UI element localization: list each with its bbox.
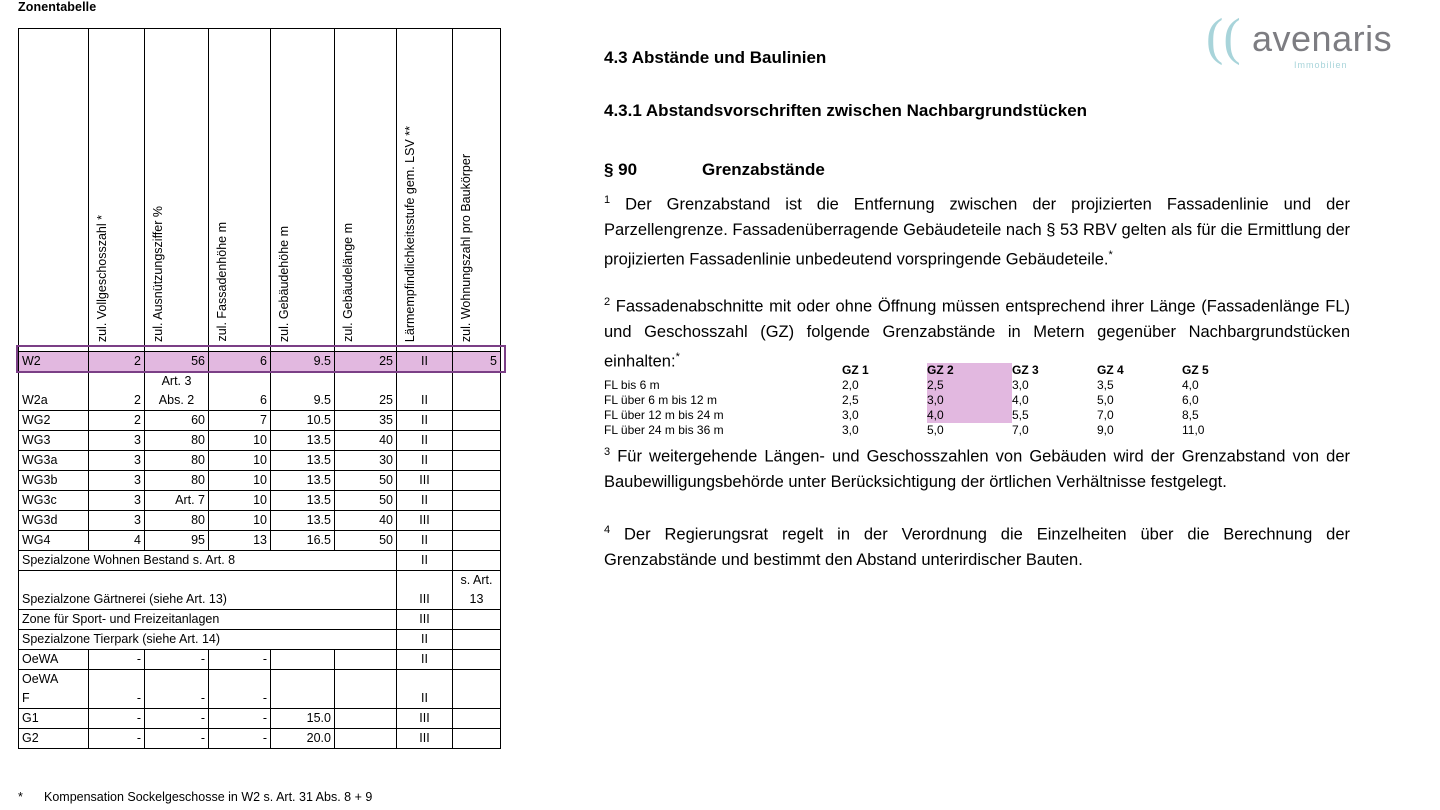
cell-fh: - <box>209 729 271 749</box>
cell-fh: - <box>209 650 271 670</box>
gz-cell-gz3: 4,0 <box>1012 393 1029 407</box>
gz-row-24-36m <box>604 423 1267 438</box>
cell-zone: WG3a <box>19 451 89 471</box>
table-row-wg4 <box>19 531 501 551</box>
gz-header-gz4: GZ 4 <box>1097 363 1124 377</box>
gz-cell-gz5: 8,5 <box>1182 408 1199 422</box>
cell-les: III <box>397 729 453 749</box>
paragraph-title: Grenzabstände <box>702 160 825 179</box>
cell-gl <box>335 729 397 749</box>
grenzabstand-table <box>604 363 1267 438</box>
cell-fh: 6 <box>209 352 271 372</box>
cell-zone: G1 <box>19 709 89 729</box>
cell-gl: 50 <box>335 471 397 491</box>
cell-wz <box>453 511 501 531</box>
table-row-w2a <box>19 372 501 411</box>
gz-cell-gz5: 4,0 <box>1182 378 1199 392</box>
cell-les: III <box>397 511 453 531</box>
cell-gl <box>335 670 397 709</box>
zonentabelle-table <box>18 28 501 749</box>
cell-les: II <box>397 491 453 511</box>
cell-label: Spezialzone Tierpark (siehe Art. 14) <box>19 630 397 650</box>
cell-vg: - <box>89 729 145 749</box>
header-cell-vollgeschosszahl <box>89 29 145 352</box>
cell-gl: 25 <box>335 372 397 411</box>
gz-header-gz3: GZ 3 <box>1012 363 1039 377</box>
cell-wz <box>453 709 501 729</box>
cell-fh: 10 <box>209 471 271 491</box>
cell-az <box>145 372 209 411</box>
cell-az: - <box>145 709 209 729</box>
cell-vg: 2 <box>89 411 145 431</box>
cell-les: II <box>397 431 453 451</box>
cell-wz <box>453 551 501 571</box>
gz-row-label: FL über 12 m bis 24 m <box>604 408 724 422</box>
header-label: Lärmempfindlichkeitsstufe gem. LSV ** <box>403 125 417 342</box>
cell-fh: - <box>209 670 271 709</box>
cell-wz <box>453 491 501 511</box>
cell-az: 80 <box>145 431 209 451</box>
paragraph-2-text: Fassadenabschnitte mit oder ohne Öffnung müssen entsprechend ihrer Länge (Fassadenlänge FL) und Geschosszahl (GZ) folgende Grenzabstände in Metern gegenüber Nachbargrundstücken einhalten: <box>604 297 1350 370</box>
header-label: zul. Vollgeschosszahl * <box>95 214 109 342</box>
table-row-wg3 <box>19 431 501 451</box>
cell-vg: 3 <box>89 431 145 451</box>
cell-wz <box>453 610 501 630</box>
heading-4-3: 4.3 Abstände und Baulinien <box>604 48 827 67</box>
cell-fh: 10 <box>209 431 271 451</box>
table-row-spezialzone-wohnen <box>19 551 501 571</box>
header-label: zul. Gebäudehöhe m <box>277 225 291 342</box>
cell-zone: WG3 <box>19 431 89 451</box>
gz-header-gz1: GZ 1 <box>842 363 869 377</box>
cell-wz <box>453 729 501 749</box>
header-cell-gebaeudehoehe <box>271 29 335 352</box>
cell-gh: 9.5 <box>271 372 335 411</box>
cell-fh: - <box>209 709 271 729</box>
cell-les: II <box>397 352 453 372</box>
avenaris-logo <box>1206 6 1416 78</box>
gz-header-blank <box>604 363 842 378</box>
cell-fh: 10 <box>209 451 271 471</box>
cell-vg: 2 <box>89 352 145 372</box>
table-row-wg2 <box>19 411 501 431</box>
cell-az: 95 <box>145 531 209 551</box>
table-row-zone-sport-freizeit <box>19 610 501 630</box>
gz-row-label: FL bis 6 m <box>604 378 660 392</box>
gz-cell-gz3: 5,5 <box>1012 408 1029 422</box>
cell-gh: 13.5 <box>271 471 335 491</box>
cell-vg: - <box>89 670 145 709</box>
gz-cell-gz2: 5,0 <box>927 423 944 437</box>
cell-wz-line2: 13 <box>469 592 484 606</box>
cell-les: III <box>397 709 453 729</box>
paragraph-4 <box>604 518 1350 573</box>
cell-gh: 13.5 <box>271 451 335 471</box>
cell-vg: 3 <box>89 491 145 511</box>
header-label: zul. Wohnungszahl pro Baukörper <box>459 153 473 342</box>
zonentabelle-title: Zonentabelle <box>18 0 97 14</box>
cell-zone: WG3c <box>19 491 89 511</box>
table-row-g2 <box>19 729 501 749</box>
header-label: zul. Ausnützungsziffer % <box>151 206 165 342</box>
cell-gl <box>335 709 397 729</box>
logo-wordmark: avenaris <box>1252 18 1393 59</box>
gz-header-gz5: GZ 5 <box>1182 363 1209 377</box>
cell-gl: 30 <box>335 451 397 471</box>
header-cell-ausnuetzungsziffer <box>145 29 209 352</box>
header-cell-wohnungszahl <box>453 29 501 352</box>
cell-gl: 40 <box>335 431 397 451</box>
cell-label: Spezialzone Gärtnerei (siehe Art. 13) <box>19 571 397 610</box>
cell-az: 80 <box>145 471 209 491</box>
cell-wz <box>453 372 501 411</box>
footnote-marker: * <box>18 790 23 804</box>
cell-az: 80 <box>145 451 209 471</box>
gz-cell-gz1: 2,5 <box>842 393 859 407</box>
cell-wz <box>453 531 501 551</box>
logo-mark-icon: (( <box>1206 9 1241 66</box>
cell-gl: 40 <box>335 511 397 531</box>
cell-les: II <box>397 372 453 411</box>
paragraph-2-footnote-marker: * <box>675 350 680 363</box>
paragraph-3 <box>604 440 1350 495</box>
cell-fh: 10 <box>209 491 271 511</box>
cell-az-line1: Art. 3 <box>161 374 192 388</box>
gz-header-row <box>604 363 1267 378</box>
cell-az: Art. 7 <box>145 491 209 511</box>
gz-cell-gz1: 3,0 <box>842 423 859 437</box>
cell-zone: WG2 <box>19 411 89 431</box>
cell-les: II <box>397 551 453 571</box>
header-cell-laermempfindlichkeitsstufe <box>397 29 453 352</box>
table-row-w2 <box>19 352 501 372</box>
cell-fh: 6 <box>209 372 271 411</box>
cell-gl: 50 <box>335 491 397 511</box>
table-row-spezialzone-tierpark <box>19 630 501 650</box>
cell-les: II <box>397 451 453 471</box>
table-row-oewa <box>19 650 501 670</box>
cell-zone: W2 <box>19 352 89 372</box>
cell-wz <box>453 431 501 451</box>
cell-vg: 3 <box>89 511 145 531</box>
gz-row-6-12m <box>604 393 1267 408</box>
cell-zone-line1: OeWA <box>22 672 59 686</box>
header-label: zul. Gebäudelänge m <box>341 223 355 342</box>
cell-fh: 7 <box>209 411 271 431</box>
gz-cell-gz4: 7,0 <box>1097 408 1114 422</box>
gz-row-bis-6m <box>604 378 1267 393</box>
gz-cell-gz4: 9,0 <box>1097 423 1114 437</box>
cell-gh: 13.5 <box>271 431 335 451</box>
cell-az: 56 <box>145 352 209 372</box>
cell-gh: 13.5 <box>271 491 335 511</box>
cell-les: II <box>397 531 453 551</box>
cell-zone: WG4 <box>19 531 89 551</box>
table-row-spezialzone-gaertnerei <box>19 571 501 610</box>
cell-wz <box>453 630 501 650</box>
cell-zone: OeWA <box>19 650 89 670</box>
cell-label: Zone für Sport- und Freizeitanlagen <box>19 610 397 630</box>
gz-row-label: FL über 6 m bis 12 m <box>604 393 717 407</box>
table-row-wg3b <box>19 471 501 491</box>
cell-wz <box>453 650 501 670</box>
cell-gh <box>271 670 335 709</box>
cell-zone: W2a <box>19 372 89 411</box>
cell-vg: 4 <box>89 531 145 551</box>
gz-row-12-24m <box>604 408 1267 423</box>
gz-cell-gz3: 7,0 <box>1012 423 1029 437</box>
cell-wz <box>453 471 501 491</box>
cell-az: - <box>145 650 209 670</box>
cell-wz-line1: s. Art. <box>460 573 493 587</box>
paragraph-3-marker: 3 <box>604 446 611 458</box>
table-row-oewa-f <box>19 670 501 709</box>
header-cell-zone <box>19 29 89 352</box>
paragraph-1 <box>604 188 1350 272</box>
cell-vg: 2 <box>89 372 145 411</box>
cell-wz <box>453 571 501 610</box>
cell-az-line2: Abs. 2 <box>158 393 195 407</box>
gz-cell-gz2: 3,0 <box>927 393 1012 408</box>
cell-az: - <box>145 729 209 749</box>
cell-vg: - <box>89 709 145 729</box>
table-row-wg3c <box>19 491 501 511</box>
gz-cell-gz1: 2,0 <box>842 378 859 392</box>
paragraph-1-text: Der Grenzabstand ist die Entfernung zwischen der projizierten Fassadenlinie und der Parzellengrenze. Fassadenüberragende Gebäudeteile nach § 53 RBV gelten als für die Ermittlung der projizierten Fassadenlinie unbedeutend vorspringende Gebäudeteile. <box>604 195 1350 268</box>
header-cell-fassadenhoehe <box>209 29 271 352</box>
cell-zone: G2 <box>19 729 89 749</box>
zone-table-panel <box>0 0 560 810</box>
gz-cell-gz5: 11,0 <box>1182 423 1205 437</box>
paragraph-1-marker: 1 <box>604 194 611 206</box>
cell-les: II <box>397 670 453 709</box>
cell-zone: WG3b <box>19 471 89 491</box>
cell-les: II <box>397 411 453 431</box>
cell-fh: 10 <box>209 511 271 531</box>
gz-row-label: FL über 24 m bis 36 m <box>604 423 724 437</box>
footnote-text: Kompensation Sockelgeschosse in W2 s. Art. 31 Abs. 8 + 9 <box>44 790 373 804</box>
table-footnote <box>18 790 372 804</box>
table-header-row <box>19 29 501 352</box>
cell-gh: 15.0 <box>271 709 335 729</box>
cell-gl: 50 <box>335 531 397 551</box>
paragraph-4-text: Der Regierungsrat regelt in der Verordnung die Einzelheiten über die Berechnung der Grenzabstände und bestimmt den Abstand unterirdischer Bauten. <box>604 525 1350 569</box>
table-row-wg3a <box>19 451 501 471</box>
cell-az: 80 <box>145 511 209 531</box>
cell-zone <box>19 670 89 709</box>
cell-wz <box>453 670 501 709</box>
gz-cell-gz5: 6,0 <box>1182 393 1199 407</box>
gz-header-gz2: GZ 2 <box>927 363 1012 378</box>
cell-gh: 9.5 <box>271 352 335 372</box>
gz-cell-gz2: 2,5 <box>927 378 1012 393</box>
header-cell-gebaeudelaenge <box>335 29 397 352</box>
paragraph-number: § 90 <box>604 160 638 179</box>
cell-les: II <box>397 630 453 650</box>
cell-vg: 3 <box>89 471 145 491</box>
cell-zone: WG3d <box>19 511 89 531</box>
zonentabelle-table-wrap <box>18 28 500 749</box>
cell-vg: - <box>89 650 145 670</box>
cell-les: III <box>397 571 453 610</box>
paragraph-2-marker: 2 <box>604 296 611 308</box>
cell-vg: 3 <box>89 451 145 471</box>
gz-cell-gz2: 4,0 <box>927 408 1012 423</box>
paragraph-90-heading <box>604 160 825 180</box>
cell-fh: 13 <box>209 531 271 551</box>
cell-les: III <box>397 471 453 491</box>
cell-les: III <box>397 610 453 630</box>
paragraph-3-text: Für weitergehende Längen- und Geschosszahlen von Gebäuden wird der Grenzabstand von der Baubewilligungsbehörde unter Berücksichtigung der örtlichen Verhältnisse festgelegt. <box>604 447 1350 491</box>
gz-cell-gz4: 5,0 <box>1097 393 1114 407</box>
cell-zone-line2: F <box>22 691 30 705</box>
paragraph-4-marker: 4 <box>604 524 611 536</box>
table-row-wg3d <box>19 511 501 531</box>
cell-gh: 13.5 <box>271 511 335 531</box>
heading-4-3-1: 4.3.1 Abstandsvorschriften zwischen Nachbargrundstücken <box>604 101 1088 120</box>
cell-wz <box>453 451 501 471</box>
gz-cell-gz1: 3,0 <box>842 408 859 422</box>
gz-cell-gz4: 3,5 <box>1097 378 1114 392</box>
cell-gl: 35 <box>335 411 397 431</box>
cell-wz <box>453 411 501 431</box>
cell-gh: 20.0 <box>271 729 335 749</box>
cell-wz: 5 <box>453 352 501 372</box>
table-row-g1 <box>19 709 501 729</box>
paragraph-1-footnote-marker: * <box>1108 248 1113 261</box>
cell-gl <box>335 650 397 670</box>
paragraph-2 <box>604 290 1350 374</box>
cell-label: Spezialzone Wohnen Bestand s. Art. 8 <box>19 551 397 571</box>
cell-gh: 16.5 <box>271 531 335 551</box>
logo-subtitle: Immobilien <box>1294 60 1348 70</box>
cell-les: II <box>397 650 453 670</box>
gz-cell-gz3: 3,0 <box>1012 378 1029 392</box>
cell-gh <box>271 650 335 670</box>
cell-az: 60 <box>145 411 209 431</box>
header-label: zul. Fassadenhöhe m <box>215 222 229 342</box>
cell-gl: 25 <box>335 352 397 372</box>
cell-az: - <box>145 670 209 709</box>
cell-gh: 10.5 <box>271 411 335 431</box>
